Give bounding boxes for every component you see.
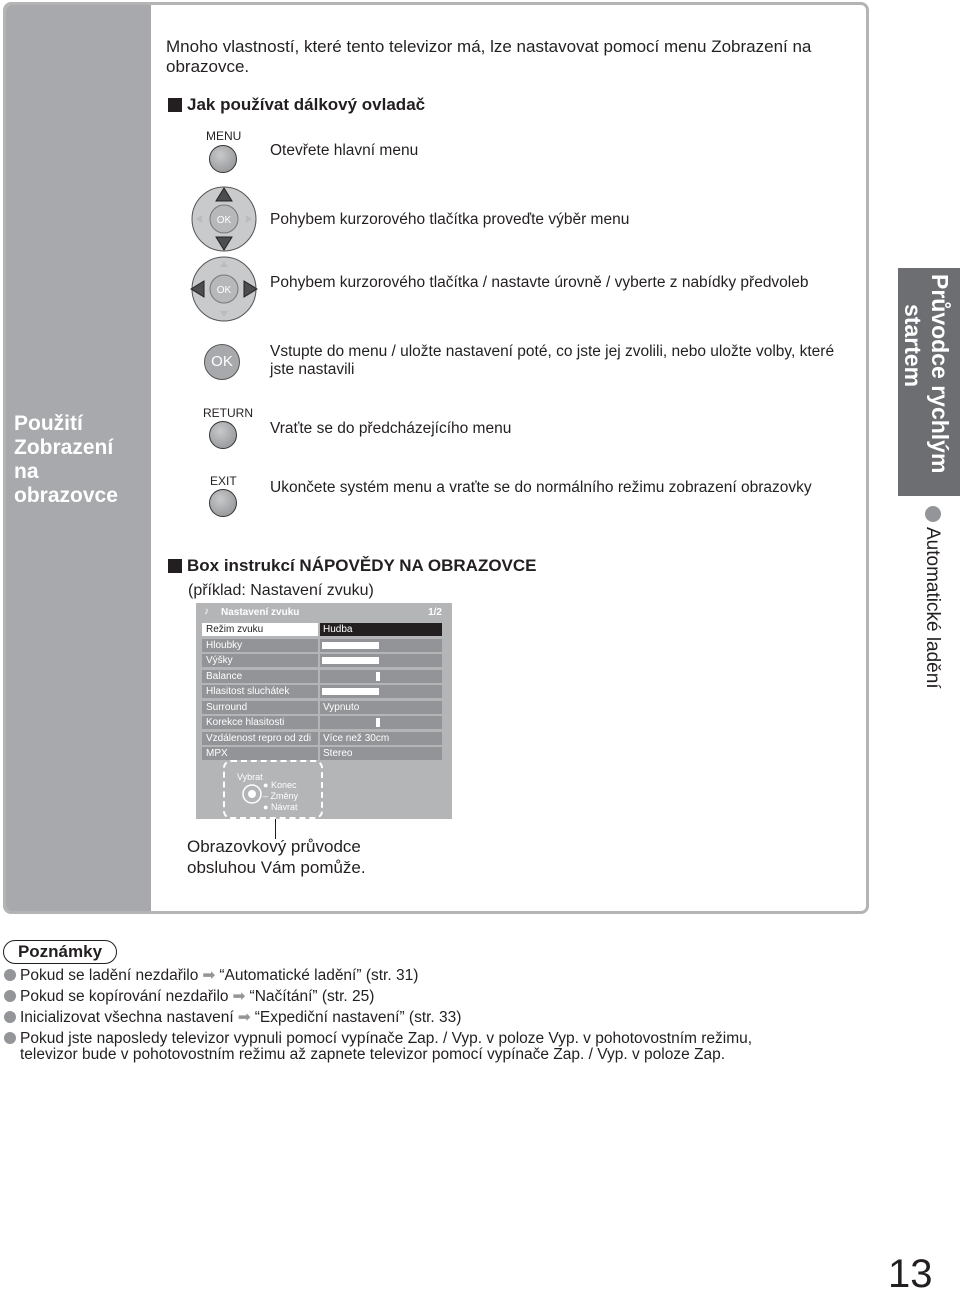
tv-menu-row-value bbox=[320, 685, 442, 698]
center-marker bbox=[376, 718, 380, 727]
tv-menu-row bbox=[202, 747, 442, 760]
grey-dot-icon bbox=[925, 506, 941, 522]
tv-menu-row-value: Více než 30cm bbox=[320, 732, 442, 745]
tv-menu-row-value bbox=[320, 639, 442, 652]
right-subtitle: Automatické ladění bbox=[921, 506, 943, 689]
page-number: 13 bbox=[888, 1252, 933, 1296]
exit-key-label: EXIT bbox=[210, 474, 237, 488]
level-bar bbox=[322, 642, 379, 649]
tv-menu-row-value: Hudba bbox=[320, 623, 442, 636]
tv-menu-row-label: MPX bbox=[202, 747, 318, 760]
tv-menu-row-value bbox=[320, 670, 442, 683]
help-back: ● Návrat bbox=[263, 802, 298, 812]
help-caption: Obrazovkový průvodce obsluhou Vám pomůže. bbox=[187, 837, 366, 877]
square-bullet-icon bbox=[168, 559, 182, 573]
notes-title: Poznámky bbox=[3, 940, 117, 964]
ok-button-icon: OK bbox=[204, 344, 240, 380]
cursor-updown-pad-icon bbox=[185, 186, 263, 252]
tv-menu-row-value bbox=[320, 654, 442, 667]
tv-menu-row bbox=[202, 639, 442, 652]
arrow-icon: ➡ bbox=[237, 1009, 251, 1026]
tv-menu-row-value: Vypnuto bbox=[320, 701, 442, 714]
square-bullet-icon bbox=[168, 98, 182, 112]
sidebar-title: Použití Zobrazení na obrazovce bbox=[14, 412, 118, 507]
note-item: Pokud se ladění nezdařilo ➡ “Automatické ladění” (str. 31) bbox=[4, 967, 418, 985]
exit-desc: Ukončete systém menu a vraťte se do normálního režimu zobrazení obrazovky bbox=[270, 479, 812, 496]
cursor-leftright-pad-icon bbox=[185, 256, 263, 322]
tv-menu-row bbox=[202, 670, 442, 683]
tv-menu-row-value: Stereo bbox=[320, 747, 442, 760]
section-help-subtitle: (příklad: Nastavení zvuku) bbox=[188, 582, 374, 599]
tv-menu-row-label: Hloubky bbox=[202, 639, 318, 652]
svg-text:OK: OK bbox=[216, 215, 232, 226]
tv-menu-row-label: Surround bbox=[202, 701, 318, 714]
tv-menu-row-label: Režim zvuku bbox=[202, 623, 318, 636]
right-tab-title: Průvodce rychlým startem bbox=[900, 274, 953, 474]
tv-menu-row bbox=[202, 732, 442, 745]
grey-bullet-icon bbox=[4, 969, 16, 981]
updown-desc: Pohybem kurzorového tlačítka proveďte výběr menu bbox=[270, 211, 630, 228]
return-key-label: RETURN bbox=[203, 406, 253, 420]
tv-menu-row bbox=[202, 623, 442, 636]
tv-menu-row-label: Vzdálenost repro od zdi bbox=[202, 732, 318, 745]
tv-menu-row-label: Hlasitost sluchátek bbox=[202, 685, 318, 698]
music-note-icon: ♪ bbox=[204, 606, 209, 617]
help-select: Vybrat bbox=[237, 772, 263, 782]
note-4: Pokud jste naposledy televizor vypnuli pomocí vypínače Zap. / Vyp. v poloze Vyp. v pohotovostním režimu, bbox=[4, 1030, 752, 1048]
help-change: ‒ Změny bbox=[263, 791, 299, 801]
right-tab bbox=[898, 268, 960, 496]
tv-menu-row bbox=[202, 701, 442, 714]
tv-menu-row bbox=[202, 654, 442, 667]
menu-button-icon bbox=[209, 145, 237, 173]
center-marker bbox=[376, 672, 380, 681]
help-box bbox=[223, 760, 323, 819]
intro-text: Mnoho vlastností, které tento televizor má, lze nastavovat pomocí menu Zobrazení na obrazovce. bbox=[166, 37, 812, 76]
tv-menu-row bbox=[202, 685, 442, 698]
return-button-icon bbox=[209, 421, 237, 449]
level-bar bbox=[322, 657, 379, 664]
leftright-desc: Pohybem kurzorového tlačítka / nastavte úrovně / vyberte z nabídky předvoleb bbox=[270, 274, 809, 291]
tv-menu-row-label: Balance bbox=[202, 670, 318, 683]
arrow-icon: ➡ bbox=[232, 988, 246, 1005]
return-desc: Vraťte se do předcházejícího menu bbox=[270, 420, 512, 437]
tv-menu-row bbox=[202, 716, 442, 729]
mini-pad-icon bbox=[242, 784, 262, 804]
section-help-heading: Box instrukcí NÁPOVĚDY NA OBRAZOVCE bbox=[168, 556, 537, 576]
tv-menu-row-label: Korekce hlasitosti bbox=[202, 716, 318, 729]
tv-menu-header: ♪ Nastavení zvuku 1/2 bbox=[204, 606, 442, 618]
grey-bullet-icon bbox=[4, 1032, 16, 1044]
note-4-line2: televizor bude v pohotovostním režimu až zapnete televizor pomocí vypínače Zap. / Vyp. v poloze Zap. bbox=[20, 1046, 726, 1063]
note-item: Inicializovat všechna nastavení ➡ “Expediční nastavení” (str. 33) bbox=[4, 1009, 461, 1027]
left-sidebar bbox=[6, 5, 151, 911]
menu-key-label: MENU bbox=[206, 129, 242, 143]
grey-bullet-icon bbox=[4, 1011, 16, 1023]
help-exit: ● Konec bbox=[263, 780, 297, 790]
exit-button-icon bbox=[209, 489, 237, 517]
arrow-icon: ➡ bbox=[202, 967, 216, 984]
tv-menu-row-value bbox=[320, 716, 442, 729]
tv-sound-menu bbox=[196, 603, 452, 819]
menu-desc: Otevřete hlavní menu bbox=[270, 142, 419, 159]
svg-text:OK: OK bbox=[216, 285, 232, 296]
note-item: Pokud se kopírování nezdařilo ➡ “Načítání” (str. 25) bbox=[4, 988, 374, 1006]
grey-bullet-icon bbox=[4, 990, 16, 1002]
tv-menu-row-label: Výšky bbox=[202, 654, 318, 667]
section-remote-heading: Jak používat dálkový ovladač bbox=[168, 95, 425, 115]
level-bar bbox=[322, 688, 379, 695]
ok-desc: Vstupte do menu / uložte nastavení poté, co jste jej zvolili, nebo uložte volby, které jste nastavili bbox=[270, 343, 835, 378]
